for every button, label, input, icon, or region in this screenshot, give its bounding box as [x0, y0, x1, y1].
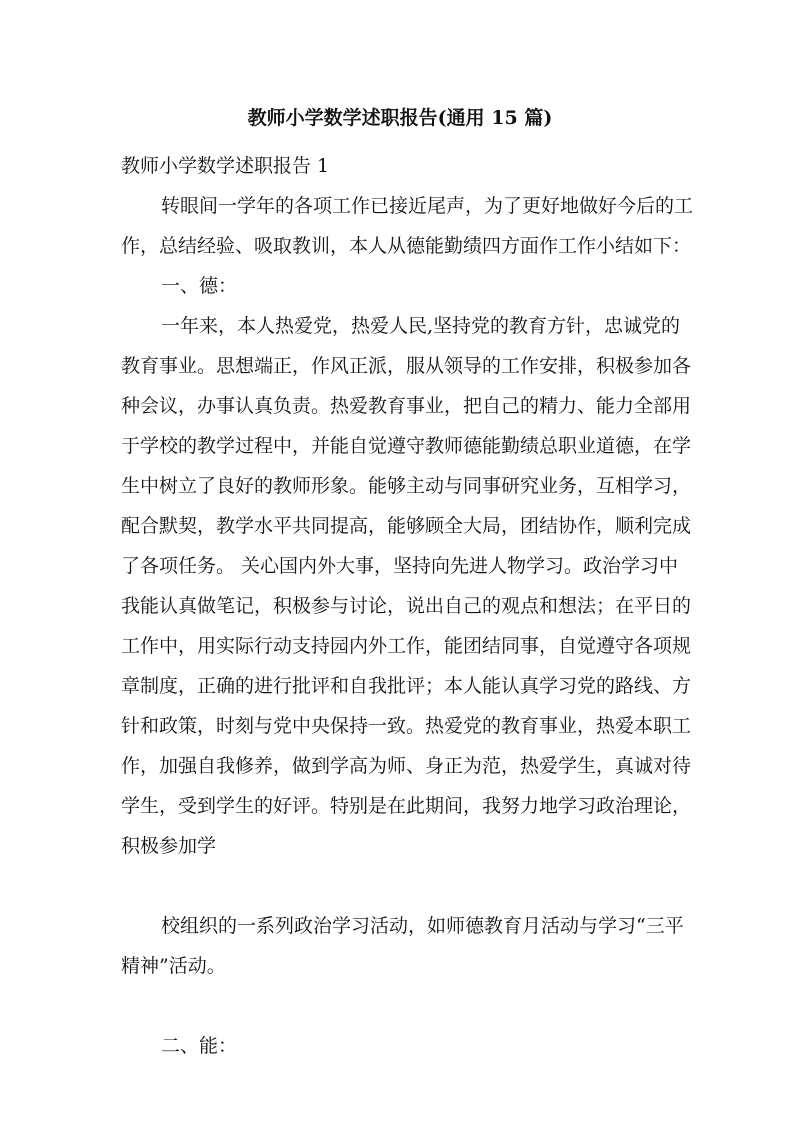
report-subtitle: 教师小学数学述职报告 1	[121, 155, 330, 177]
paragraph-line: 种会议，办事认真负责。热爱教育事业，把自己的精力、能力全部用	[121, 395, 692, 417]
intro-paragraph	[121, 186, 694, 266]
document-body	[121, 146, 694, 1066]
document-title: 教师小学数学述职报告(通用 15 篇)	[247, 107, 553, 129]
paragraph-line: 一年来，本人热爱党，热爱人民,坚持党的教育方针，忠诚党的	[161, 315, 681, 337]
paragraph-line: 积极参加学	[121, 835, 217, 857]
paragraph-line: 工作中，用实际行动支持园内外工作，能团结同事，自觉遵守各项规	[121, 635, 692, 657]
paragraph-line: 精神”活动。	[121, 955, 226, 977]
paragraph-line: 作，加强自我修养，做到学高为师、身正为范，热爱学生，真诚对待	[121, 755, 692, 777]
paragraph-line: 了各项任务。 关心国内外大事，坚持向先进人物学习。政治学习中	[121, 555, 679, 577]
paragraph-line: 学生，受到学生的好评。特别是在此期间，我努力地学习政治理论，	[121, 795, 692, 817]
continued-paragraph	[121, 906, 684, 986]
paragraph-line: 生中树立了良好的教师形象。能够主动与同事研究业务，互相学习，	[121, 475, 692, 497]
paragraph-line: 配合默契，教学水平共同提高，能够顾全大局，团结协作，顺利完成	[121, 515, 692, 537]
paragraph-gap	[121, 986, 681, 1026]
paragraph-line: 我能认真做笔记，积极参与讨论，说出自己的观点和想法；在平日的	[121, 595, 692, 617]
section-1-paragraph	[121, 306, 692, 866]
paragraph-line: 教育事业。思想端正，作风正派，服从领导的工作安排，积极参加各	[121, 355, 692, 377]
paragraph-line: 校组织的一系列政治学习活动，如师德教育月活动与学习“三平	[161, 915, 684, 937]
intro-line: 作，总结经验、吸取教训，本人从德能勤绩四方面作工作小结如下：	[121, 235, 692, 257]
paragraph-gap	[121, 866, 681, 906]
paragraph-line: 于学校的教学过程中，并能自觉遵守教师德能勤绩总职业道德，在学	[121, 435, 692, 457]
paragraph-line: 章制度，正确的进行批评和自我批评；本人能认真学习党的路线、方	[121, 675, 692, 697]
paragraph-line: 针和政策，时刻与党中央保持一致。热爱党的教育事业，热爱本职工	[121, 715, 692, 737]
intro-line: 转眼间一学年的各项工作已接近尾声，为了更好地做好今后的工	[161, 195, 694, 217]
section-heading-de: 一、德：	[161, 275, 238, 297]
section-heading-neng: 二、能：	[161, 1035, 238, 1057]
